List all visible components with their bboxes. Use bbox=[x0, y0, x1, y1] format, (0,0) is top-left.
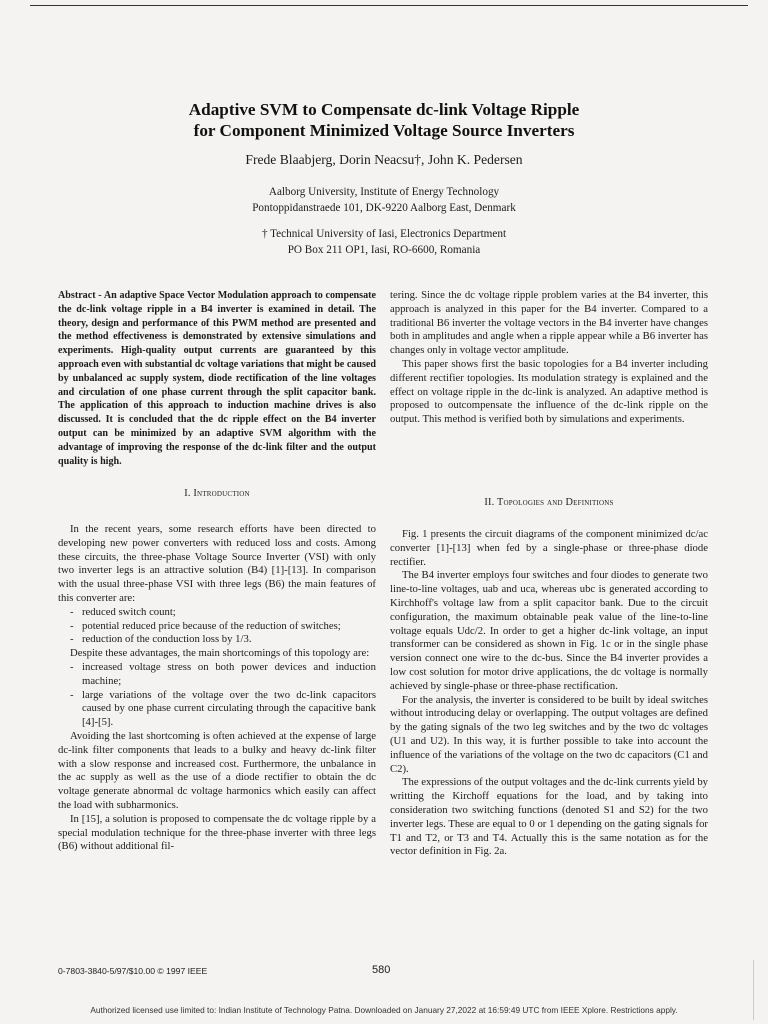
abstract: Abstract - An adaptive Space Vector Modulation approach to compensate the dc-link voltage ripple in a B4 inverter is examined in detail. The theory, design and performance of this PWM method are presented and the method effectiveness is demonstrated by extensive simulations and experiments. High-quality output currents are guaranteed by this approach even with substantial dc voltage variations that might be caused by unbalanced ac supply system, diode rectification of the line voltages and circulation of one phase current through the split capacitor bank. The application of this approach to induction machine drives is also discussed. It is concluded that the dc ripple effect on the B4 inverter output can be minimized by an adaptive SVM algorithm with the advantage of improving the response of the dc-link filter and the output quality is high. bbox=[58, 290, 376, 467]
license-notice: Authorized licensed use limited to: Indian Institute of Technology Patna. Downloaded on January 27,2022 at 16:59:49 UTC from IEEE Xplore. Restrictions apply. bbox=[90, 1005, 678, 1015]
section-heading-introduction bbox=[58, 488, 376, 499]
paper-title bbox=[0, 99, 768, 141]
paragraph: In the recent years, some research efforts have been directed to developing new power converters with reduced loss and costs. Among these circuits, the three-phase Voltage Source Inverter (VSI) with only two inverter legs is an attractive solution (B4) [1]-[13]. In comparison with the usual three-phase VSI with three legs (B6) the main features of this converter are: bbox=[58, 523, 376, 604]
margin-line bbox=[753, 960, 754, 1020]
list-item: - reduced switch count; bbox=[72, 606, 376, 620]
paragraph: Despite these advantages, the main shortcomings of this topology are: bbox=[70, 647, 370, 660]
topologies-body bbox=[390, 528, 708, 859]
affiliation-iasi bbox=[0, 227, 768, 258]
paragraph: Avoiding the last shortcoming is often achieved at the expense of large dc-link filter components that leads to a bulky and heavy dc-link filter with a slow response and increased cost. Furthermore, the unbalance in the ac supply as well as the use of a diode rectifier to obtain the dc voltage generate abnormal dc voltage harmonics which easily can affect the load with subharmonics. bbox=[58, 729, 376, 811]
list-item: - potential reduced price because of the reduction of switches; bbox=[72, 620, 376, 634]
heading-text: I. Introduction bbox=[184, 488, 250, 499]
section-heading-topologies bbox=[390, 497, 708, 508]
top-rule bbox=[30, 5, 748, 6]
affiliation-line: Aalborg University, Institute of Energy Technology bbox=[268, 186, 500, 198]
shortcomings-list bbox=[58, 661, 376, 730]
paragraph: For the analysis, the inverter is considered to be built by ideal switches without introducing delay or overlapping. The output voltages are defined by the gating signals of the two leg switches and by the two dc voltages (U1 and U2). In this way, it is further possible to take into account the influence of the variations of the voltage on the two dc capacitors (C1 and C2). bbox=[390, 693, 708, 775]
heading-text: II. Topologies and Definitions bbox=[484, 497, 614, 508]
authors: Frede Blaabjerg, Dorin Neacsu†, John K. Pedersen bbox=[245, 152, 523, 167]
affiliation-line: † Technical University of Iasi, Electronics Department bbox=[261, 228, 507, 240]
introduction-body bbox=[58, 523, 376, 854]
affiliation-aalborg bbox=[0, 185, 768, 216]
page-number: 580 bbox=[372, 964, 391, 976]
affiliation-line: Pontoppidanstraede 101, DK-9220 Aalborg East, Denmark bbox=[252, 201, 516, 214]
list-item: - large variations of the voltage over the two dc-link capacitors caused by one phase current circulating through the capacitive bank [4]-[5]. bbox=[72, 689, 376, 730]
copyright-line: 0-7803-3840-5/97/$10.00 © 1997 IEEE bbox=[58, 966, 208, 976]
list-item: - increased voltage stress on both power devices and induction machine; bbox=[72, 661, 376, 689]
paragraph: The expressions of the output voltages and the dc-link currents yield by writting the Kirchoff equations for the load, and by taking into consideration two switching functions (denoted S1 and S2) for the two inverter legs. These are equal to 0 or 1 depending on the gating signals for T1 and T2, or T3 and T4. Actually this is the same notation as for the vector definition in Fig. 2a. bbox=[390, 776, 709, 858]
paragraph: The B4 inverter employs four switches and four diodes to generate two line-to-line voltages, uab and uca, whereas ubc is generated according to Kirchhoff's voltage law from a split capacitor bank. Due to the circuit configuration, the maximum obtainable peak value of the line-to-line voltage equals Udc/2. In order to get a higher dc-link voltage, an input transformer can be considered as shown in Fig. 1c or in the single phase version connect one wire to the dc-bus. Since the B4 inverter provides a low cost solution for motor drive applications, the dc voltage is normally achieved by single-phase or three-phase rectification. bbox=[390, 569, 708, 692]
paragraph: Fig. 1 presents the circuit diagrams of the component minimized dc/ac converter [1]-[13] when fed by a single-phase or three-phase diode rectifier. bbox=[390, 528, 708, 568]
paragraph: In [15], a solution is proposed to compensate the dc voltage ripple by a special modulation technique for the three-phase inverter with three legs (B6) without additional fil- bbox=[58, 812, 376, 853]
title-line-1: Adaptive SVM to Compensate dc-link Voltage Ripple bbox=[188, 100, 580, 119]
title-line-2: for Component Minimized Voltage Source Inverters bbox=[193, 121, 575, 140]
paragraph: tering. Since the dc voltage ripple problem varies at the B4 inverter, this approach is analyzed in this paper for the B4 inverter. Compared to a traditional B6 inverter the voltage vectors in the B4 inverter have changes both in amplitudes and angle when a ripple appear while a B6 inverter has changes only in voltage vector amplitude. bbox=[390, 289, 708, 357]
features-list bbox=[58, 606, 376, 647]
introduction-continued bbox=[390, 289, 708, 427]
affiliation-line: PO Box 211 OP1, Iasi, RO-6600, Romania bbox=[287, 243, 481, 256]
paragraph: This paper shows first the basic topologies for a B4 inverter including different rectifier topologies. Its modulation strategy is explained and the effect on voltage ripple in the dc-link is analyzed. An adaptive method is proposed to outcompensate the influence of the dc-link ripple on the output. This method is verified both by simulations and experiments. bbox=[390, 357, 708, 426]
list-item: - reduction of the conduction loss by 1/3. bbox=[72, 633, 376, 647]
